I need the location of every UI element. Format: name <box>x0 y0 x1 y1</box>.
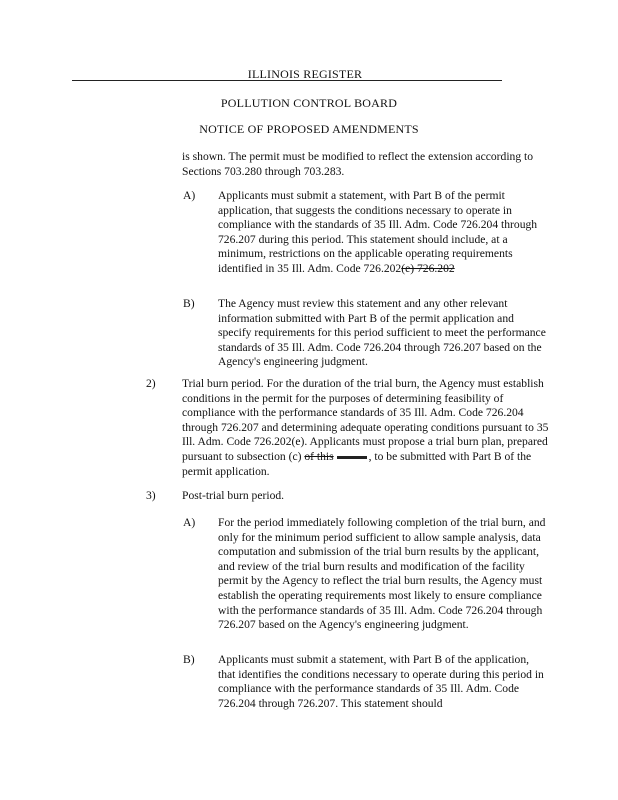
item-a-label: A) <box>183 189 196 202</box>
item-b-paragraph <box>218 297 548 370</box>
item-3-label: 3) <box>146 489 156 502</box>
item-a-paragraph <box>218 189 548 277</box>
notice-header: NOTICE OF PROPOSED AMENDMENTS <box>199 122 419 136</box>
item-2-text: Trial burn period. For the duration of the trial burn, the Agency must establish conditions in the permit for the purposes of determining feasibility of compliance with the performance standards of 35 Ill. Adm. Code 726.204 through 726.207 and determining adequate operating conditions pursuant to 35 Ill. Adm. Code 726.202(e). Applicants must propose a trial burn plan, prepared pursuant to subsection (c) <box>182 377 549 463</box>
item-3-text: Post-trial burn period. <box>182 489 285 502</box>
item-3a-text: For the period immediately following completion of the trial burn, and only for the minimum period sufficient to allow sample analysis, data computation and submission of the trial burn results by the applicant, and review of the trial burn results and modification of the facility permit by the Agency to reflect the trial burn results, the Agency must establish the operating requirements most likely to ensure compliance with the performance standards of 35 Ill. Adm. Code 726.204 through 726.207 based on the Agency's engineering judgment. <box>218 516 546 632</box>
item-b-label: B) <box>183 297 195 310</box>
board-header: POLLUTION CONTROL BOARD <box>220 96 398 110</box>
item-2-tail: , to be submitted with Part B of the permit application. <box>182 449 532 478</box>
item-3-paragraph <box>182 489 550 504</box>
item-a-text: Applicants must submit a statement, with Part B of the permit application, that suggests the conditions necessary to operate in compliance with the standards of 35 Ill. Adm. Code 726.204 through 726.207 during this period. This statement should include, at a minimum, restrictions on the applicable operating requirements identified in 35 Ill. Adm. Code 726.202 <box>218 189 538 275</box>
item-2-paragraph <box>182 377 550 479</box>
intro-text: is shown. The permit must be modified to reflect the extension according to Sections 703.280 through 703.283. <box>182 150 534 178</box>
item-3b-paragraph <box>218 653 548 711</box>
item-3a-label: A) <box>183 516 196 529</box>
redaction-mark <box>337 456 367 459</box>
intro-paragraph <box>182 150 550 179</box>
item-3b-label: B) <box>183 653 195 666</box>
item-b-text: The Agency must review this statement and any other relevant information submitted with Part B of the permit application and specify requirements for this period sufficient to meet the performance standards of 35 Ill. Adm. Code 726.204 through 726.207 based on the Agency's engineering judgment. <box>218 297 546 369</box>
item-3b-text: Applicants must submit a statement, with Part B of the application, that identifies the conditions necessary to operate during this period in compliance with the performance standards of 35 Ill. Adm. Code 726.204 through 726.207. This statement should <box>218 653 544 710</box>
item-a-struck-text: (e) 726.202 <box>401 261 455 275</box>
item-2-label: 2) <box>146 377 156 390</box>
item-3a-paragraph <box>218 516 548 633</box>
register-header: ILLINOIS REGISTER <box>247 67 363 81</box>
item-2-struck-text: of this <box>304 449 334 463</box>
